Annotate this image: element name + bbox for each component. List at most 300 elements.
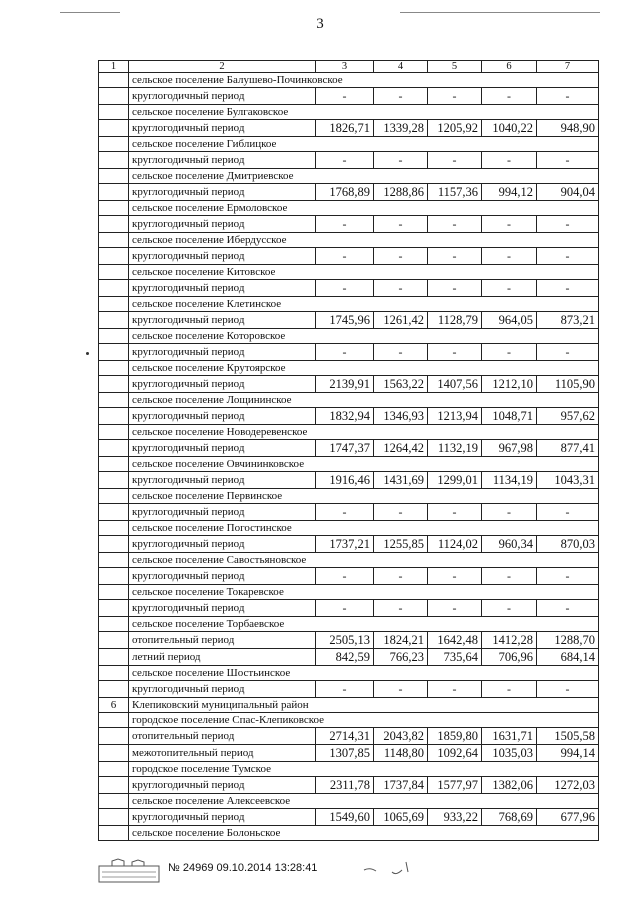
row-number-cell <box>99 312 129 329</box>
section-fill <box>316 265 599 280</box>
value-cell: - <box>428 216 482 233</box>
section-row <box>99 265 599 280</box>
period-row <box>99 152 599 169</box>
section-label: городское поселение Спас-Клепиковское <box>129 713 316 728</box>
value-cell: - <box>537 600 599 617</box>
row-number-cell <box>99 344 129 361</box>
row-number-cell <box>99 504 129 521</box>
header-cell: 2 <box>129 61 316 73</box>
value-cell: - <box>374 280 428 297</box>
period-label: круглогодичный период <box>129 600 316 617</box>
period-label: круглогодичный период <box>129 280 316 297</box>
value-cell: 948,90 <box>537 120 599 137</box>
section-label: сельское поселение Гиблицкое <box>129 137 316 152</box>
section-row <box>99 826 599 841</box>
value-cell: - <box>482 600 537 617</box>
section-row <box>99 425 599 440</box>
header-cell: 4 <box>374 61 428 73</box>
section-fill <box>316 553 599 568</box>
value-cell: - <box>537 568 599 585</box>
period-row <box>99 248 599 265</box>
period-label: круглогодичный период <box>129 504 316 521</box>
value-cell: - <box>482 248 537 265</box>
value-cell: - <box>482 280 537 297</box>
period-row <box>99 681 599 698</box>
value-cell: - <box>428 504 482 521</box>
row-number-cell <box>99 632 129 649</box>
section-label: сельское поселение Которовское <box>129 329 316 344</box>
value-cell: 873,21 <box>537 312 599 329</box>
section-label: сельское поселение Крутоярское <box>129 361 316 376</box>
period-label: круглогодичный период <box>129 681 316 698</box>
period-label: круглогодичный период <box>129 809 316 826</box>
value-cell: - <box>537 216 599 233</box>
value-cell: 1737,21 <box>316 536 374 553</box>
section-fill <box>316 73 599 88</box>
row-number-cell <box>99 408 129 425</box>
row-number-cell <box>99 553 129 568</box>
value-cell: 1307,85 <box>316 745 374 762</box>
section-fill <box>316 762 599 777</box>
value-cell: 994,14 <box>537 745 599 762</box>
value-cell: - <box>428 248 482 265</box>
period-row <box>99 649 599 666</box>
row-number-cell <box>99 440 129 457</box>
section-fill <box>316 585 599 600</box>
section-fill <box>316 329 599 344</box>
value-cell: - <box>482 344 537 361</box>
period-label: круглогодичный период <box>129 777 316 794</box>
row-number-cell <box>99 489 129 504</box>
row-number-cell <box>99 649 129 666</box>
row-number-cell <box>99 201 129 216</box>
value-cell: 2139,91 <box>316 376 374 393</box>
section-fill <box>316 201 599 216</box>
period-row <box>99 728 599 745</box>
section-label: городское поселение Тумское <box>129 762 316 777</box>
value-cell: - <box>316 504 374 521</box>
section-row <box>99 553 599 568</box>
section-row <box>99 489 599 504</box>
value-cell: - <box>316 248 374 265</box>
value-cell: - <box>482 88 537 105</box>
section-row <box>99 73 599 88</box>
value-cell: 1346,93 <box>374 408 428 425</box>
value-cell: - <box>537 248 599 265</box>
value-cell: 1339,28 <box>374 120 428 137</box>
section-fill <box>316 698 599 713</box>
row-number-cell <box>99 745 129 762</box>
value-cell: 1035,03 <box>482 745 537 762</box>
period-label: круглогодичный период <box>129 120 316 137</box>
value-cell: - <box>374 568 428 585</box>
section-label: сельское поселение Токаревское <box>129 585 316 600</box>
section-fill <box>316 137 599 152</box>
period-label: круглогодичный период <box>129 88 316 105</box>
value-cell: 842,59 <box>316 649 374 666</box>
section-fill <box>316 233 599 248</box>
section-row <box>99 666 599 681</box>
period-row <box>99 440 599 457</box>
value-cell: 1092,64 <box>428 745 482 762</box>
value-cell: 1859,80 <box>428 728 482 745</box>
value-cell: 1631,71 <box>482 728 537 745</box>
value-cell: 877,41 <box>537 440 599 457</box>
district-row <box>99 698 599 713</box>
value-cell: 1255,85 <box>374 536 428 553</box>
value-cell: 1431,69 <box>374 472 428 489</box>
value-cell: - <box>537 344 599 361</box>
value-cell: - <box>374 216 428 233</box>
period-row <box>99 376 599 393</box>
value-cell: 1124,02 <box>428 536 482 553</box>
value-cell: - <box>316 681 374 698</box>
page-number: 3 <box>316 16 324 32</box>
section-label: сельское поселение Лощининское <box>129 393 316 408</box>
period-label: круглогодичный период <box>129 216 316 233</box>
value-cell: - <box>316 88 374 105</box>
section-fill <box>316 666 599 681</box>
row-number-cell <box>99 777 129 794</box>
section-fill <box>316 794 599 809</box>
value-cell: 1212,10 <box>482 376 537 393</box>
value-cell: 1563,22 <box>374 376 428 393</box>
scan-artifact-line <box>400 12 600 13</box>
value-cell: - <box>374 344 428 361</box>
period-row <box>99 632 599 649</box>
period-row <box>99 216 599 233</box>
value-cell: - <box>428 344 482 361</box>
header-cell: 3 <box>316 61 374 73</box>
section-row <box>99 393 599 408</box>
row-number-cell <box>99 425 129 440</box>
value-cell: 1148,80 <box>374 745 428 762</box>
row-number-cell <box>99 169 129 184</box>
section-label: сельское поселение Алексеевское <box>129 794 316 809</box>
value-cell: 1205,92 <box>428 120 482 137</box>
value-cell: - <box>482 681 537 698</box>
value-cell: - <box>428 681 482 698</box>
value-cell: 1264,42 <box>374 440 428 457</box>
value-cell: 2043,82 <box>374 728 428 745</box>
stamp-image <box>98 858 160 884</box>
row-number-cell <box>99 472 129 489</box>
value-cell: 2311,78 <box>316 777 374 794</box>
section-row <box>99 137 599 152</box>
value-cell: - <box>482 568 537 585</box>
value-cell: 1040,22 <box>482 120 537 137</box>
value-cell: - <box>482 504 537 521</box>
period-row <box>99 184 599 201</box>
section-fill <box>316 393 599 408</box>
row-number-cell <box>99 361 129 376</box>
header-row <box>99 61 599 73</box>
scan-artifact-line <box>60 12 120 13</box>
value-cell: 1826,71 <box>316 120 374 137</box>
row-number-cell <box>99 457 129 472</box>
value-cell: 768,69 <box>482 809 537 826</box>
row-number-cell <box>99 297 129 312</box>
value-cell: 1747,37 <box>316 440 374 457</box>
value-cell: 1288,70 <box>537 632 599 649</box>
row-number-cell <box>99 329 129 344</box>
row-number-cell <box>99 536 129 553</box>
section-label: сельское поселение Ермоловское <box>129 201 316 216</box>
value-cell: 1549,60 <box>316 809 374 826</box>
period-label: отопительный период <box>129 728 316 745</box>
section-fill <box>316 826 599 841</box>
section-label: сельское поселение Новодеревенское <box>129 425 316 440</box>
row-number-cell <box>99 713 129 728</box>
value-cell: - <box>428 88 482 105</box>
period-row <box>99 344 599 361</box>
value-cell: 967,98 <box>482 440 537 457</box>
scan-marks <box>362 858 422 882</box>
section-row <box>99 105 599 120</box>
section-label: сельское поселение Балушево-Починковское <box>129 73 316 88</box>
row-number-cell <box>99 137 129 152</box>
header-cell: 7 <box>537 61 599 73</box>
section-row <box>99 297 599 312</box>
value-cell: 994,12 <box>482 184 537 201</box>
tariff-table <box>98 60 599 841</box>
period-row <box>99 504 599 521</box>
header-cell: 1 <box>99 61 129 73</box>
section-fill <box>316 457 599 472</box>
section-label: сельское поселение Клетинское <box>129 297 316 312</box>
row-number-cell <box>99 376 129 393</box>
section-row <box>99 585 599 600</box>
section-fill <box>316 425 599 440</box>
value-cell: 1132,19 <box>428 440 482 457</box>
period-row <box>99 536 599 553</box>
value-cell: 1105,90 <box>537 376 599 393</box>
scan-dot <box>86 352 89 355</box>
period-row <box>99 280 599 297</box>
value-cell: 1407,56 <box>428 376 482 393</box>
section-fill <box>316 105 599 120</box>
period-label: круглогодичный период <box>129 344 316 361</box>
period-label: круглогодичный период <box>129 248 316 265</box>
value-cell: - <box>374 504 428 521</box>
section-row <box>99 617 599 632</box>
value-cell: 1768,89 <box>316 184 374 201</box>
section-row <box>99 457 599 472</box>
value-cell: 1128,79 <box>428 312 482 329</box>
value-cell: - <box>537 280 599 297</box>
section-label: сельское поселение Дмитриевское <box>129 169 316 184</box>
period-label: круглогодичный период <box>129 440 316 457</box>
value-cell: - <box>482 152 537 169</box>
row-number-cell <box>99 762 129 777</box>
value-cell: 766,23 <box>374 649 428 666</box>
value-cell: 1382,06 <box>482 777 537 794</box>
value-cell: - <box>428 600 482 617</box>
value-cell: 1134,19 <box>482 472 537 489</box>
value-cell: - <box>428 280 482 297</box>
section-label: сельское поселение Болоньское <box>129 826 316 841</box>
section-label: сельское поселение Савостьяновское <box>129 553 316 568</box>
value-cell: 1577,97 <box>428 777 482 794</box>
period-label: круглогодичный период <box>129 408 316 425</box>
value-cell: 1157,36 <box>428 184 482 201</box>
row-number-cell <box>99 681 129 698</box>
value-cell: 677,96 <box>537 809 599 826</box>
value-cell: 904,04 <box>537 184 599 201</box>
value-cell: 1288,86 <box>374 184 428 201</box>
section-label: сельское поселение Булгаковское <box>129 105 316 120</box>
section-label: сельское поселение Первинское <box>129 489 316 504</box>
header-cell: 5 <box>428 61 482 73</box>
period-row <box>99 88 599 105</box>
value-cell: 2505,13 <box>316 632 374 649</box>
value-cell: 1505,58 <box>537 728 599 745</box>
value-cell: - <box>428 568 482 585</box>
value-cell: 706,96 <box>482 649 537 666</box>
value-cell: - <box>316 600 374 617</box>
period-label: летний период <box>129 649 316 666</box>
value-cell: 1048,71 <box>482 408 537 425</box>
row-number-cell <box>99 617 129 632</box>
value-cell: - <box>374 681 428 698</box>
row-number-cell <box>99 600 129 617</box>
section-row <box>99 329 599 344</box>
section-label: сельское поселение Торбаевское <box>129 617 316 632</box>
value-cell: 964,05 <box>482 312 537 329</box>
section-fill <box>316 713 599 728</box>
row-number-cell <box>99 585 129 600</box>
section-fill <box>316 169 599 184</box>
period-label: отопительный период <box>129 632 316 649</box>
value-cell: 870,03 <box>537 536 599 553</box>
period-label: круглогодичный период <box>129 568 316 585</box>
row-number-cell <box>99 152 129 169</box>
value-cell: 933,22 <box>428 809 482 826</box>
section-fill <box>316 489 599 504</box>
value-cell: 1043,31 <box>537 472 599 489</box>
value-cell: 684,14 <box>537 649 599 666</box>
period-row <box>99 600 599 617</box>
document-registration-mark: № 24969 09.10.2014 13:28:41 <box>168 862 318 874</box>
section-fill <box>316 617 599 632</box>
value-cell: 957,62 <box>537 408 599 425</box>
section-row <box>99 713 599 728</box>
section-fill <box>316 361 599 376</box>
period-row <box>99 568 599 585</box>
row-number-cell <box>99 568 129 585</box>
row-number-cell <box>99 521 129 536</box>
value-cell: - <box>316 216 374 233</box>
value-cell: - <box>537 152 599 169</box>
value-cell: - <box>374 600 428 617</box>
period-label: круглогодичный период <box>129 472 316 489</box>
row-number-cell <box>99 73 129 88</box>
district-label: Клепиковский муниципальный район <box>129 698 316 713</box>
value-cell: - <box>374 152 428 169</box>
section-label: сельское поселение Погостинское <box>129 521 316 536</box>
value-cell: 1642,48 <box>428 632 482 649</box>
row-number-cell <box>99 248 129 265</box>
row-number-cell <box>99 280 129 297</box>
row-number-cell <box>99 666 129 681</box>
period-row <box>99 777 599 794</box>
table-body <box>99 61 599 841</box>
row-number-cell <box>99 88 129 105</box>
value-cell: - <box>374 248 428 265</box>
value-cell: - <box>537 504 599 521</box>
section-fill <box>316 521 599 536</box>
section-row <box>99 233 599 248</box>
period-label: круглогодичный период <box>129 376 316 393</box>
period-label: круглогодичный период <box>129 536 316 553</box>
row-number-cell <box>99 826 129 841</box>
header-cell: 6 <box>482 61 537 73</box>
value-cell: 1745,96 <box>316 312 374 329</box>
value-cell: - <box>428 152 482 169</box>
section-fill <box>316 297 599 312</box>
period-row <box>99 120 599 137</box>
section-row <box>99 201 599 216</box>
section-row <box>99 794 599 809</box>
value-cell: - <box>482 216 537 233</box>
row-number-cell <box>99 794 129 809</box>
section-row <box>99 169 599 184</box>
value-cell: - <box>316 152 374 169</box>
period-label: межотопительный период <box>129 745 316 762</box>
value-cell: 2714,31 <box>316 728 374 745</box>
row-number-cell <box>99 393 129 408</box>
row-number-cell <box>99 728 129 745</box>
value-cell: 1412,28 <box>482 632 537 649</box>
period-label: круглогодичный период <box>129 312 316 329</box>
row-number-cell <box>99 233 129 248</box>
value-cell: 1261,42 <box>374 312 428 329</box>
section-row <box>99 521 599 536</box>
period-label: круглогодичный период <box>129 184 316 201</box>
period-row <box>99 408 599 425</box>
value-cell: 1272,03 <box>537 777 599 794</box>
section-row <box>99 361 599 376</box>
section-label: сельское поселение Шостьинское <box>129 666 316 681</box>
value-cell: 735,64 <box>428 649 482 666</box>
row-number-cell <box>99 184 129 201</box>
value-cell: 1299,01 <box>428 472 482 489</box>
value-cell: - <box>537 88 599 105</box>
period-row <box>99 809 599 826</box>
row-number-cell: 6 <box>99 698 129 713</box>
value-cell: - <box>537 681 599 698</box>
period-row <box>99 745 599 762</box>
value-cell: 1737,84 <box>374 777 428 794</box>
value-cell: 1213,94 <box>428 408 482 425</box>
section-row <box>99 762 599 777</box>
value-cell: - <box>374 88 428 105</box>
section-label: сельское поселение Овчининковское <box>129 457 316 472</box>
period-label: круглогодичный период <box>129 152 316 169</box>
row-number-cell <box>99 809 129 826</box>
value-cell: 960,34 <box>482 536 537 553</box>
row-number-cell <box>99 105 129 120</box>
value-cell: - <box>316 280 374 297</box>
value-cell: 1832,94 <box>316 408 374 425</box>
value-cell: 1916,46 <box>316 472 374 489</box>
value-cell: 1065,69 <box>374 809 428 826</box>
value-cell: 1824,21 <box>374 632 428 649</box>
section-label: сельское поселение Ибердусское <box>129 233 316 248</box>
row-number-cell <box>99 120 129 137</box>
period-row <box>99 472 599 489</box>
section-label: сельское поселение Китовское <box>129 265 316 280</box>
